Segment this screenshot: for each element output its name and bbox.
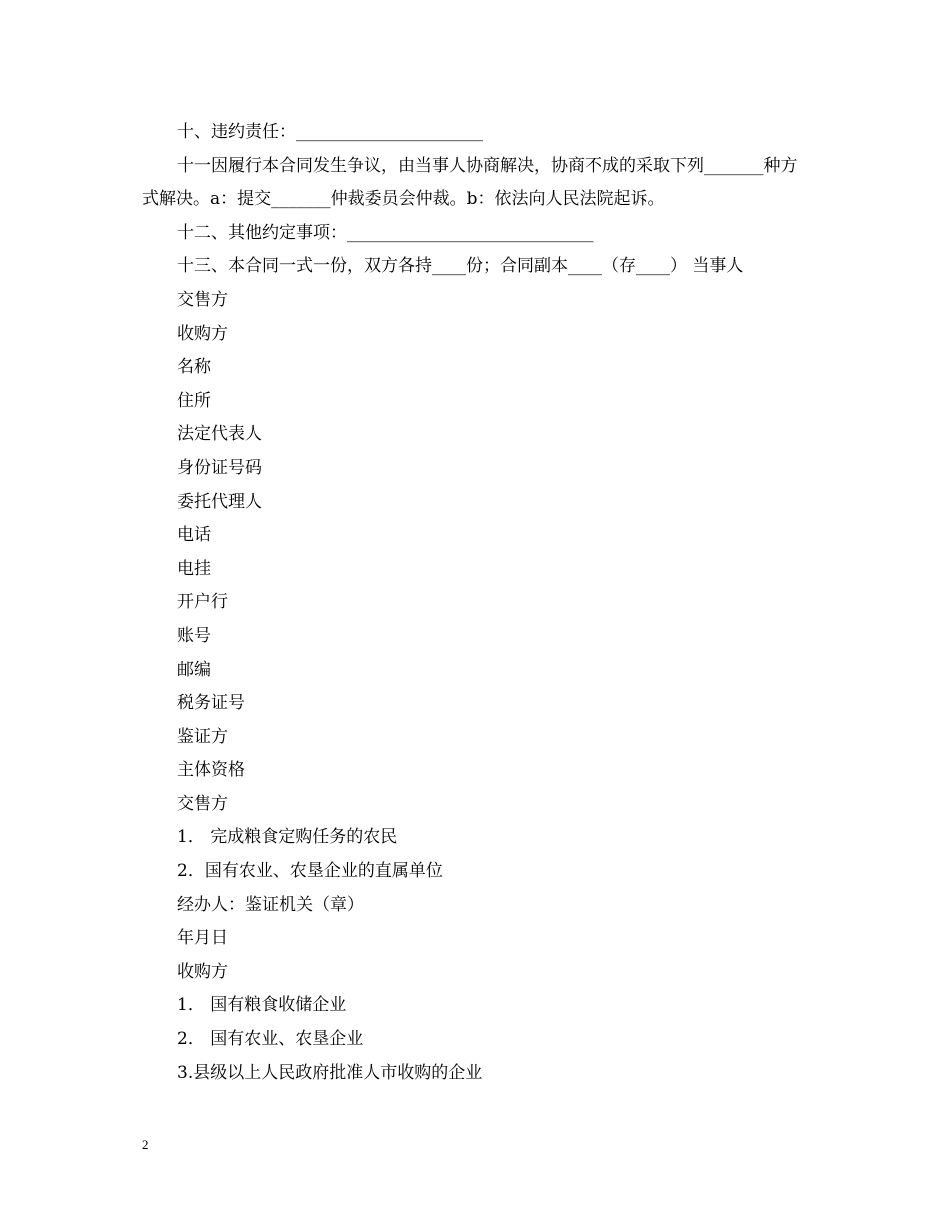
label-date: 年月日 [177,928,228,949]
label-authorized-agent: 委托代理人 [177,491,262,512]
buyer-item-3: 3.县级以上人民政府批准人市收购的企业 [177,1062,483,1083]
label-id-number: 身份证号码 [177,457,262,478]
label-buyer: 收购方 [177,323,228,344]
label-account-number: 账号 [177,625,211,646]
seller-item-1: 1． 完成粮食定购任务的农民 [177,827,398,848]
label-name: 名称 [177,357,211,378]
label-phone: 电话 [177,525,211,546]
label-buyer-section: 收购方 [177,961,228,982]
clause-12-other-matters: 十二、其他约定事项：_____________________________ [177,222,594,243]
clause-10-breach-liability: 十、违约责任：______________________ [177,122,483,142]
label-bank: 开户行 [177,592,228,613]
label-seller-section: 交售方 [177,793,228,814]
buyer-item-2: 2． 国有农业、农垦企业 [177,1029,364,1050]
label-eligibility: 主体资格 [177,760,245,781]
seller-item-2: 2．国有农业、农垦企业的直属单位 [177,861,443,882]
label-handler-notary-seal: 经办人：鉴证机关（章） [177,894,364,915]
label-postcode: 邮编 [177,659,211,680]
label-notary-party: 鉴证方 [177,726,228,747]
label-seller: 交售方 [177,289,228,310]
label-telegraph: 电挂 [177,558,211,579]
document-body [142,116,812,1090]
clause-13-copies: 十三、本合同一式一份，双方各持____份；合同副本____（存____） 当事人 [177,256,744,277]
label-tax-number: 税务证号 [177,693,245,714]
clause-11-dispute-resolution: 十一因履行本合同发生争议，由当事人协商解决，协商不成的采取下列_______种方式解决。a：提交_______仲裁委员会仲裁。b：依法向人民法院起诉。 [142,155,798,210]
label-legal-representative: 法定代表人 [177,424,262,445]
label-address: 住所 [177,390,211,411]
page-number: 2 [142,1137,149,1152]
buyer-item-1: 1． 国有粮食收储企业 [177,995,347,1016]
